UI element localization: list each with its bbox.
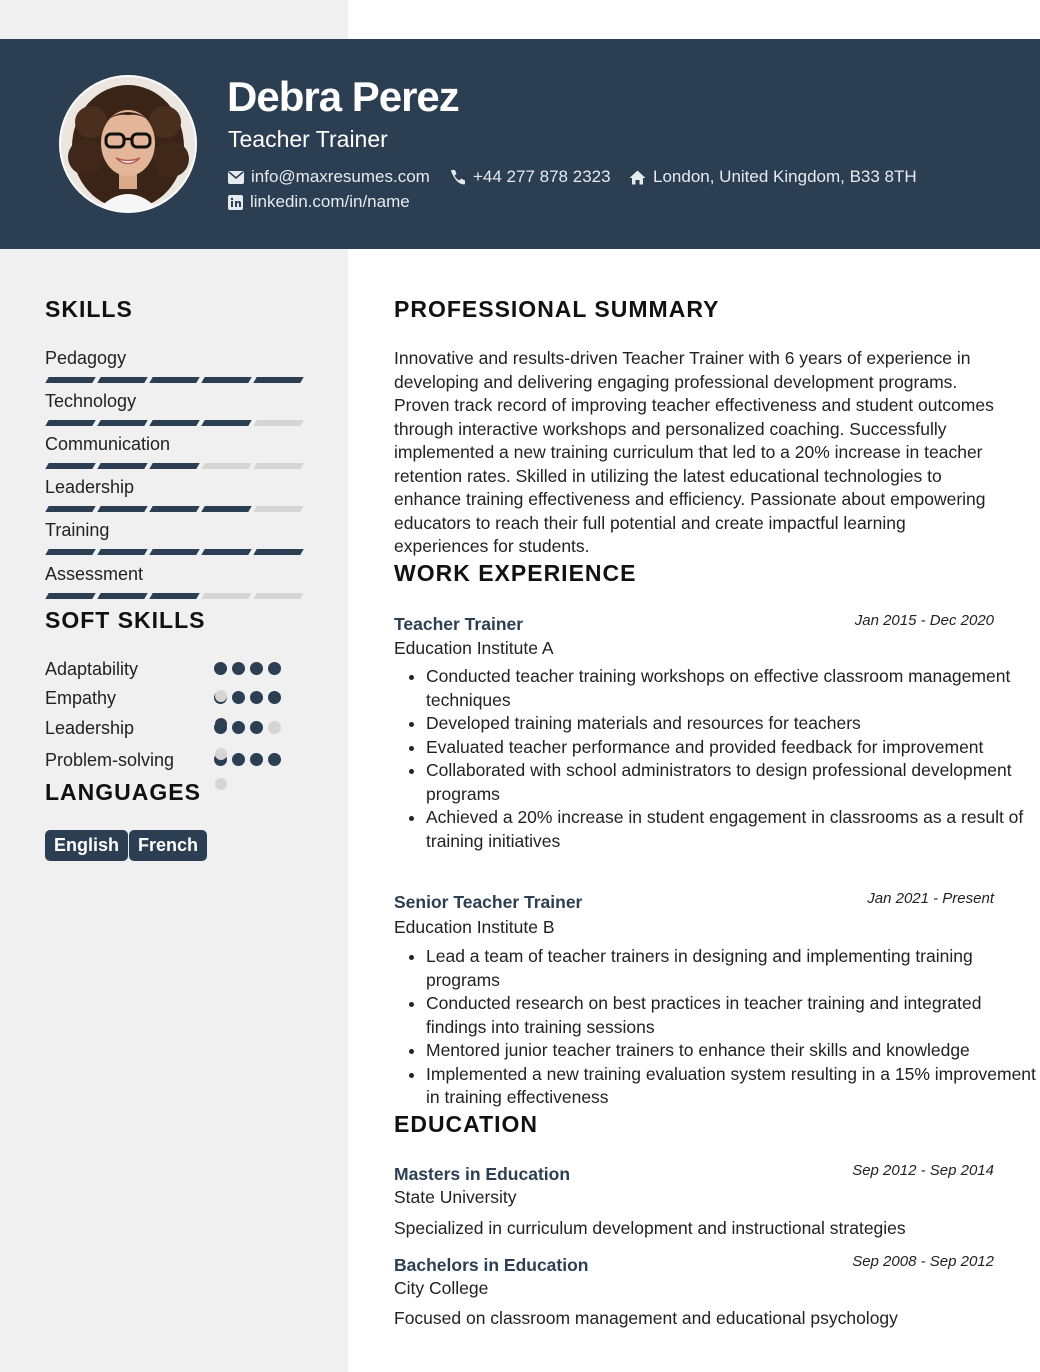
candidate-name: Debra Perez (227, 73, 459, 120)
skill-level-segment (149, 549, 199, 555)
skill-level-segment (97, 463, 147, 469)
resume-header (0, 39, 1040, 249)
rating-dot (250, 721, 263, 734)
soft-skills-heading: SOFT SKILLS (45, 607, 206, 633)
job-bullets (394, 945, 1036, 1110)
degree-title: Bachelors in Education (394, 1255, 589, 1275)
phone-contact[interactable] (450, 167, 611, 187)
skill-level-segment (201, 420, 251, 426)
skill-level-segment (97, 549, 147, 555)
decorative-dot (215, 748, 227, 760)
skill-name: Technology (45, 391, 137, 411)
rating-dot (268, 691, 281, 704)
rating-dot (232, 721, 245, 734)
summary-text: Innovative and results-driven Teacher Trainer with 6 years of experience in developing and delivering engaging professional development programs. Proven track record of improving teacher effectiveness and student outcomes through interactive workshops and personalized coaching. Successfully implemented a new training curriculum that led to a 20% increase in teacher retention rates. Skilled in utilizing the latest educational technologies to enhance training effectiveness and efficiency. Passionate about empowering educators to reach their full potential and create impactful learning experiences for students. (394, 348, 994, 556)
summary-heading: PROFESSIONAL SUMMARY (394, 296, 720, 322)
skill-level-segment (45, 377, 95, 383)
skill-level-segment (45, 593, 95, 599)
skill-level-segment (201, 463, 251, 469)
soft-skill-rating (214, 662, 281, 675)
skill-level-bar (47, 377, 302, 383)
skill-level-segment (45, 420, 95, 426)
soft-skill-name: Leadership (45, 718, 135, 738)
experience-heading: WORK EXPERIENCE (394, 560, 637, 586)
rating-dot (250, 691, 263, 704)
education-description: Focused on classroom management and educational psychology (394, 1308, 898, 1328)
skill-level-bar (47, 463, 302, 469)
education-dates: Sep 2012 - Sep 2014 (852, 1162, 994, 1179)
soft-skill-name: Problem-solving (45, 750, 175, 770)
education-heading: EDUCATION (394, 1111, 539, 1137)
education-description: Specialized in curriculum development and instructional strategies (394, 1218, 906, 1238)
job-dates: Jan 2021 - Present (867, 890, 994, 907)
company-name: Education Institute B (394, 917, 555, 937)
linkedin-icon (228, 195, 243, 210)
job-bullet: • Conducted teacher training workshops on effective classroom management techniques (426, 665, 1036, 712)
linkedin-contact[interactable] (228, 192, 410, 212)
skill-level-segment (253, 463, 303, 469)
skill-level-segment (201, 593, 251, 599)
skill-name: Leadership (45, 477, 135, 497)
job-bullet: • Achieved a 20% increase in student engagement in classrooms as a result of training initiatives (426, 806, 1036, 853)
location-text: London, United Kingdom, B33 8TH (653, 167, 917, 186)
skill-level-segment (97, 377, 147, 383)
skill-level-segment (253, 549, 303, 555)
rating-dot (250, 662, 263, 675)
company-name: Education Institute A (394, 638, 554, 658)
skill-level-segment (201, 549, 251, 555)
languages-heading: LANGUAGES (45, 779, 201, 805)
rating-dot (232, 753, 245, 766)
job-bullets (394, 665, 1036, 853)
skill-level-segment (201, 506, 251, 512)
skill-level-segment (253, 593, 303, 599)
skill-level-bar (47, 420, 302, 426)
soft-skill-name: Adaptability (45, 659, 139, 679)
education-dates: Sep 2008 - Sep 2012 (852, 1253, 994, 1270)
email-contact[interactable] (228, 167, 430, 187)
skill-level-segment (45, 506, 95, 512)
skill-level-segment (201, 377, 251, 383)
job-bullet: • Implemented a new training evaluation system resulting in a 15% improvement in training effectiveness (426, 1063, 1036, 1110)
skill-level-segment (253, 420, 303, 426)
envelope-icon (228, 171, 244, 184)
job-bullet: • Evaluated teacher performance and provided feedback for improvement (426, 736, 1036, 760)
rating-dot (232, 691, 245, 704)
decorative-dot (215, 718, 227, 730)
soft-skill-name: Empathy (45, 688, 117, 708)
skill-name: Assessment (45, 564, 144, 584)
job-title: Senior Teacher Trainer (394, 892, 583, 912)
rating-dot (268, 721, 281, 734)
job-bullet: • Collaborated with school administrators to design professional development programs (426, 759, 1036, 806)
language-badge: English (45, 830, 128, 861)
school-name: City College (394, 1278, 489, 1298)
home-icon (629, 170, 646, 185)
phone-icon (450, 169, 466, 185)
skill-name: Pedagogy (45, 348, 127, 368)
skill-level-segment (149, 593, 199, 599)
rating-dot (232, 662, 245, 675)
job-bullet: • Lead a team of teacher trainers in designing and implementing training programs (426, 945, 1036, 992)
skills-heading: SKILLS (45, 296, 133, 322)
skill-level-segment (149, 377, 199, 383)
skill-level-segment (97, 593, 147, 599)
school-name: State University (394, 1187, 517, 1207)
language-badge: French (129, 830, 207, 861)
job-bullet: • Conducted research on best practices in teacher training and integrated findings into training sessions (426, 992, 1036, 1039)
avatar (59, 75, 197, 213)
skill-level-segment (45, 463, 95, 469)
candidate-title: Teacher Trainer (228, 126, 388, 152)
rating-dot (214, 662, 227, 675)
job-dates: Jan 2015 - Dec 2020 (854, 612, 994, 629)
decorative-dot (215, 690, 227, 702)
job-bullet: • Mentored junior teacher trainers to enhance their skills and knowledge (426, 1039, 1036, 1063)
job-bullet: • Developed training materials and resources for teachers (426, 712, 1036, 736)
skill-level-segment (253, 506, 303, 512)
skill-level-segment (45, 549, 95, 555)
skill-level-bar (47, 549, 302, 555)
skill-level-segment (149, 420, 199, 426)
rating-dot (250, 753, 263, 766)
phone-text: +44 277 878 2323 (473, 167, 611, 186)
skill-level-bar (47, 506, 302, 512)
rating-dot (268, 753, 281, 766)
skill-level-bar (47, 593, 302, 599)
email-text: info@maxresumes.com (251, 167, 430, 186)
rating-dot (268, 662, 281, 675)
skill-name: Training (45, 520, 110, 540)
portrait-image (61, 77, 195, 211)
skill-level-segment (149, 463, 199, 469)
skill-level-segment (253, 377, 303, 383)
skill-level-segment (97, 420, 147, 426)
job-title: Teacher Trainer (394, 614, 524, 634)
degree-title: Masters in Education (394, 1164, 571, 1184)
skill-level-segment (149, 506, 199, 512)
skill-level-segment (97, 506, 147, 512)
location-contact (629, 167, 917, 187)
decorative-dot (215, 778, 227, 790)
linkedin-text: linkedin.com/in/name (250, 192, 410, 211)
skill-name: Communication (45, 434, 171, 454)
